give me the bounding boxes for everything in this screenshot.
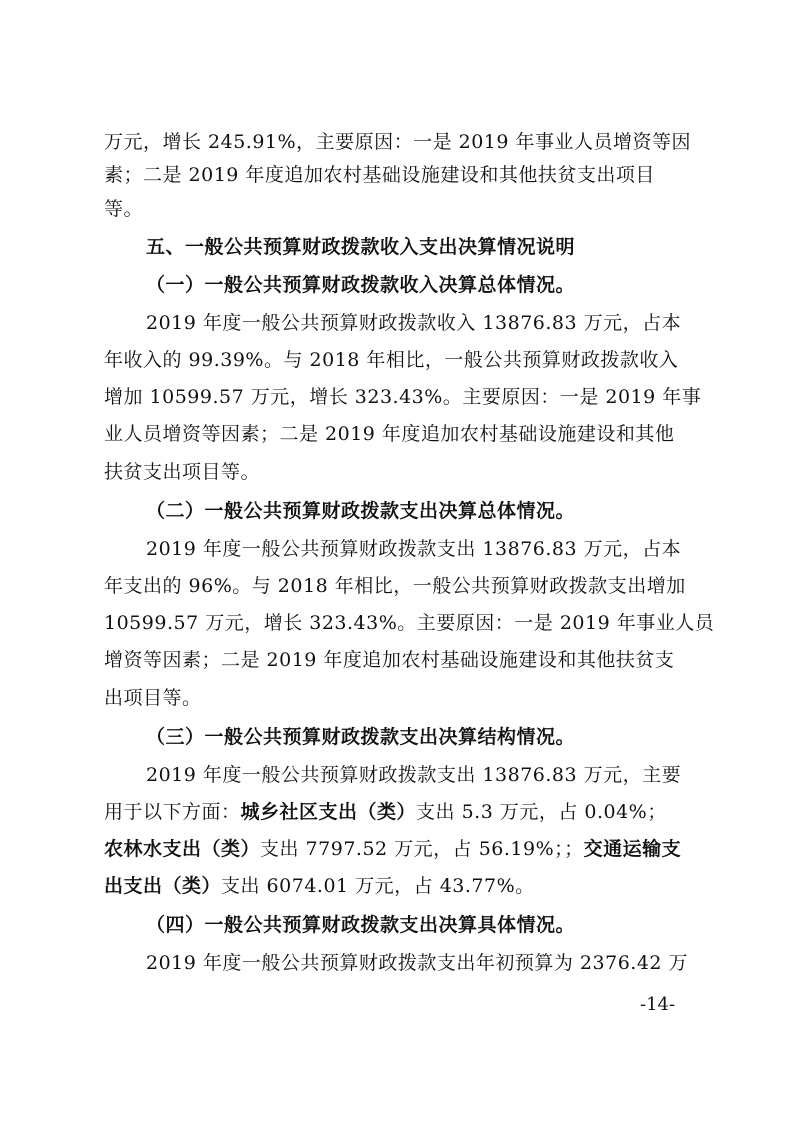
paragraph-line: 出项目等。 bbox=[104, 687, 202, 709]
page-number: -14- bbox=[640, 994, 676, 1015]
paragraph-line: 2019 年度一般公共预算财政拨款收入 13876.83 万元，占本 bbox=[146, 312, 682, 334]
line-text: 支出 7797.52 万元，占 56.19%；； bbox=[260, 838, 584, 860]
paragraph-line: 等。 bbox=[104, 198, 144, 220]
category-label: 农林水支出（类） bbox=[104, 838, 261, 860]
section-heading: 五、一般公共预算财政拨款收入支出决算情况说明 bbox=[146, 236, 576, 258]
line-text: 支出 5.3 万元，占 0.04%； bbox=[416, 801, 667, 823]
paragraph-line: 10599.57 万元，增长 323.43%。主要原因：一是 2019 年事业人员 bbox=[104, 612, 715, 634]
paragraph-line: 扶贫支出项目等。 bbox=[104, 461, 261, 483]
paragraph-line bbox=[104, 800, 667, 824]
paragraph-line: 2019 年度一般公共预算财政拨款支出 13876.83 万元，占本 bbox=[146, 538, 682, 560]
paragraph-line bbox=[104, 837, 681, 861]
paragraph-line: 素；二是 2019 年度追加农村基础设施建设和其他扶贫支出项目 bbox=[104, 164, 655, 186]
category-label: 出支出（类） bbox=[104, 875, 222, 897]
paragraph-line bbox=[104, 874, 535, 898]
line-text: 用于以下方面： bbox=[104, 801, 241, 823]
subsection-heading: （三）一般公共预算财政拨款支出决算结构情况。 bbox=[146, 726, 576, 748]
paragraph-line: 增加 10599.57 万元，增长 323.43%。主要原因：一是 2019 年事 bbox=[104, 386, 702, 408]
subsection-heading: （一）一般公共预算财政拨款收入决算总体情况。 bbox=[146, 274, 576, 296]
subsection-heading: （二）一般公共预算财政拨款支出决算总体情况。 bbox=[146, 500, 576, 522]
paragraph-line: 2019 年度一般公共预算财政拨款支出 13876.83 万元，主要 bbox=[146, 764, 682, 786]
category-label: 交通运输支 bbox=[583, 838, 682, 860]
paragraph-line: 年收入的 99.39%。与 2018 年相比，一般公共预算财政拨款收入 bbox=[104, 349, 679, 371]
paragraph-line: 万元，增长 245.91%，主要原因：一是 2019 年事业人员增资等因 bbox=[104, 131, 692, 153]
paragraph-line: 业人员增资等因素；二是 2019 年度追加农村基础设施建设和其他 bbox=[104, 423, 675, 445]
line-text: 支出 6074.01 万元，占 43.77%。 bbox=[221, 875, 535, 897]
category-label: 城乡社区支出（类） bbox=[240, 801, 417, 823]
paragraph-line: 年支出的 96%。与 2018 年相比，一般公共预算财政拨款支出增加 bbox=[104, 575, 686, 597]
paragraph-line: 2019 年度一般公共预算财政拨款支出年初预算为 2376.42 万 bbox=[146, 952, 689, 974]
subsection-heading: （四）一般公共预算财政拨款支出决算具体情况。 bbox=[146, 914, 576, 936]
paragraph-line: 增资等因素；二是 2019 年度追加农村基础设施建设和其他扶贫支 bbox=[104, 649, 675, 671]
